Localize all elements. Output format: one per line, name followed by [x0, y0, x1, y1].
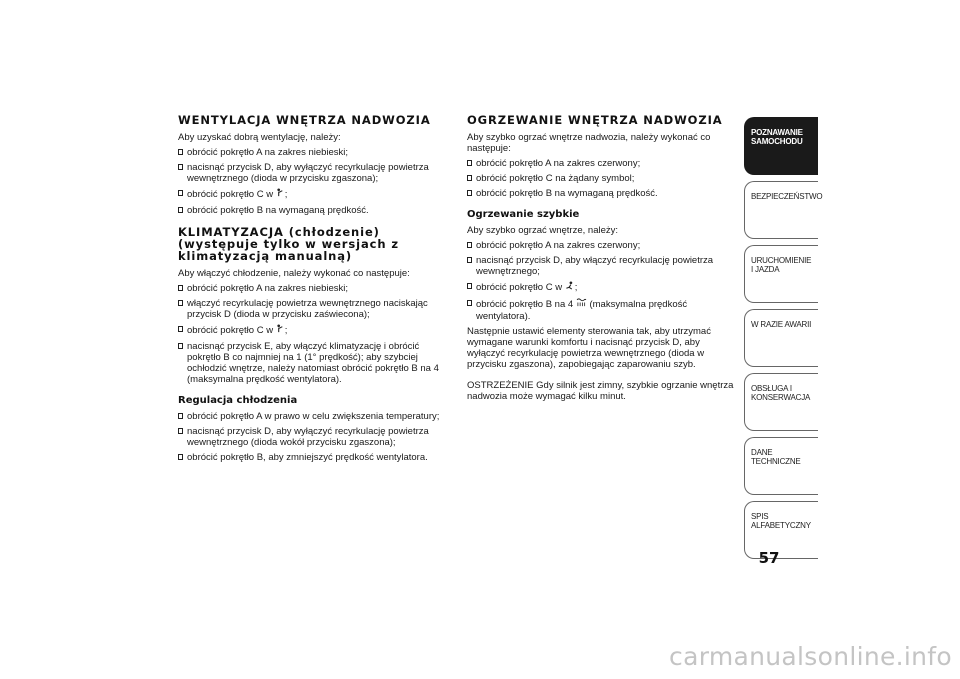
- ventilation-intro: Aby uzyskać dobrą wentylację, należy:: [178, 132, 341, 143]
- checkbox-bullet-icon: [178, 285, 183, 291]
- page-number: 57: [758, 549, 780, 567]
- list-item: obrócić pokrętło C w ;: [467, 281, 739, 294]
- tab-uruchomienie-i-jazda[interactable]: URUCHOMIENIE I JAZDA: [744, 245, 818, 303]
- left-column: [178, 114, 448, 467]
- checkbox-bullet-icon: [178, 343, 183, 349]
- list-item: obrócić pokrętło A na zakres niebieski;: [178, 147, 448, 158]
- list-item: nacisnąć przycisk E, aby włączyć klimatyzację i obrócić pokrętło B co najmniej na 1 (1° prędkość); aby szybciej ochłodzić wnętrze, należy natomiast obrócić pokrętło B na 4 (maksymalna prędkość wentylatora).: [178, 341, 448, 385]
- list-item: obrócić pokrętło B na 4 (maksymalna prędkość wentylatora).: [467, 298, 739, 322]
- checkbox-bullet-icon: [178, 207, 183, 213]
- list-item: nacisnąć przycisk D, aby wyłączyć recyrkulację powietrza wewnętrznego (dioda wokół przycisku zgaszona);: [178, 426, 448, 448]
- list-item: obrócić pokrętło B na wymaganą prędkość.: [467, 188, 739, 199]
- list-item: obrócić pokrętło A na zakres czerwony;: [467, 158, 739, 169]
- list-item: obrócić pokrętło C na żądany symbol;: [467, 173, 739, 184]
- list-item: obrócić pokrętło C w ;: [178, 324, 448, 337]
- tab-w-razie-awarii[interactable]: W RAZIE AWARII: [744, 309, 818, 367]
- subsection-title-fast-heating: Ogrzewanie szybkie: [467, 209, 580, 220]
- checkbox-bullet-icon: [178, 149, 183, 155]
- section-title-heating: OGRZEWANIE WNĘTRZA NADWOZIA: [467, 113, 723, 127]
- checkbox-bullet-icon: [467, 242, 472, 248]
- checkbox-bullet-icon: [467, 190, 472, 196]
- chapter-tabs: [744, 117, 823, 565]
- section-title-ventilation: WENTYLACJA WNĘTRZA NADWOZIA: [178, 113, 431, 127]
- fast-heating-steps: [467, 240, 739, 322]
- subsection-title-cooling-adjustment: Regulacja chłodzenia: [178, 395, 298, 406]
- checkbox-bullet-icon: [178, 326, 183, 332]
- list-item: nacisnąć przycisk D, aby wyłączyć recyrkulację powietrza wewnętrznego (dioda w przycisku zgaszona);: [178, 162, 448, 184]
- cooling-adjustment-steps: [178, 411, 448, 463]
- fast-heating-intro: Aby szybko ogrzać wnętrze, należy:: [467, 225, 619, 236]
- ventilation-steps: [178, 147, 448, 216]
- checkbox-bullet-icon: [467, 175, 472, 181]
- checkbox-bullet-icon: [467, 300, 472, 306]
- checkbox-bullet-icon: [178, 164, 183, 170]
- air-conditioning-steps: [178, 283, 448, 385]
- air-conditioning-intro: Aby włączyć chłodzenie, należy wykonać co następuje:: [178, 268, 410, 279]
- list-item: obrócić pokrętło A na zakres niebieski;: [178, 283, 448, 294]
- tab-spis-alfabetyczny[interactable]: SPIS ALFABETYCZNY: [744, 501, 818, 559]
- checkbox-bullet-icon: [178, 454, 183, 460]
- fan-max-icon: [576, 300, 587, 310]
- checkbox-bullet-icon: [467, 257, 472, 263]
- list-item: obrócić pokrętło B, aby zmniejszyć prędkość wentylatora.: [178, 452, 448, 463]
- vent-feet-icon: [565, 283, 575, 293]
- checkbox-bullet-icon: [178, 428, 183, 434]
- tab-bezpieczenstwo[interactable]: BEZPIECZEŃSTWO: [744, 181, 818, 239]
- section-title-air-conditioning: KLIMATYZACJA (chłodzenie) (występuje tylko w wersjach z klimatyzacją manualną): [178, 225, 399, 263]
- heating-steps: [467, 158, 739, 199]
- checkbox-bullet-icon: [467, 160, 472, 166]
- warning-text: OSTRZEŻENIE Gdy silnik jest zimny, szybkie ogrzanie wnętrza nadwozia może wymagać kilku minut.: [467, 380, 734, 402]
- checkbox-bullet-icon: [178, 413, 183, 419]
- checkbox-bullet-icon: [178, 300, 183, 306]
- vent-face-icon: [276, 190, 285, 200]
- tab-poznawanie-samochodu[interactable]: POZNAWANIE SAMOCHODU: [744, 117, 818, 175]
- checkbox-bullet-icon: [178, 190, 183, 196]
- list-item: obrócić pokrętło B na wymaganą prędkość.: [178, 205, 448, 216]
- tab-dane-techniczne[interactable]: DANE TECHNICZNE: [744, 437, 818, 495]
- right-column: [467, 114, 739, 406]
- tab-obsluga-i-konserwacja[interactable]: OBSŁUGA I KONSERWACJA: [744, 373, 818, 431]
- fast-heating-note: Następnie ustawić elementy sterowania tak, aby utrzymać wymagane warunki komfortu i nacisnąć przycisk D, aby wyłączyć recyrkulację powietrza wewnętrznego (dioda w przycisku zgaszona), zapobiegając zaparowaniu szyb.: [467, 326, 711, 370]
- heating-intro: Aby szybko ogrzać wnętrze nadwozia, należy wykonać co następuje:: [467, 132, 711, 154]
- vent-face-icon: [276, 326, 285, 336]
- list-item: nacisnąć przycisk D, aby włączyć recyrkulację powietrza wewnętrznego;: [467, 255, 739, 277]
- list-item: włączyć recyrkulację powietrza wewnętrznego naciskając przycisk D (dioda w przycisku zaświecona);: [178, 298, 448, 320]
- list-item: obrócić pokrętło A na zakres czerwony;: [467, 240, 739, 251]
- list-item: obrócić pokrętło C w ;: [178, 188, 448, 201]
- watermark: carmanualsonline.info: [669, 642, 952, 671]
- checkbox-bullet-icon: [467, 283, 472, 289]
- list-item: obrócić pokrętło A w prawo w celu zwiększenia temperatury;: [178, 411, 448, 422]
